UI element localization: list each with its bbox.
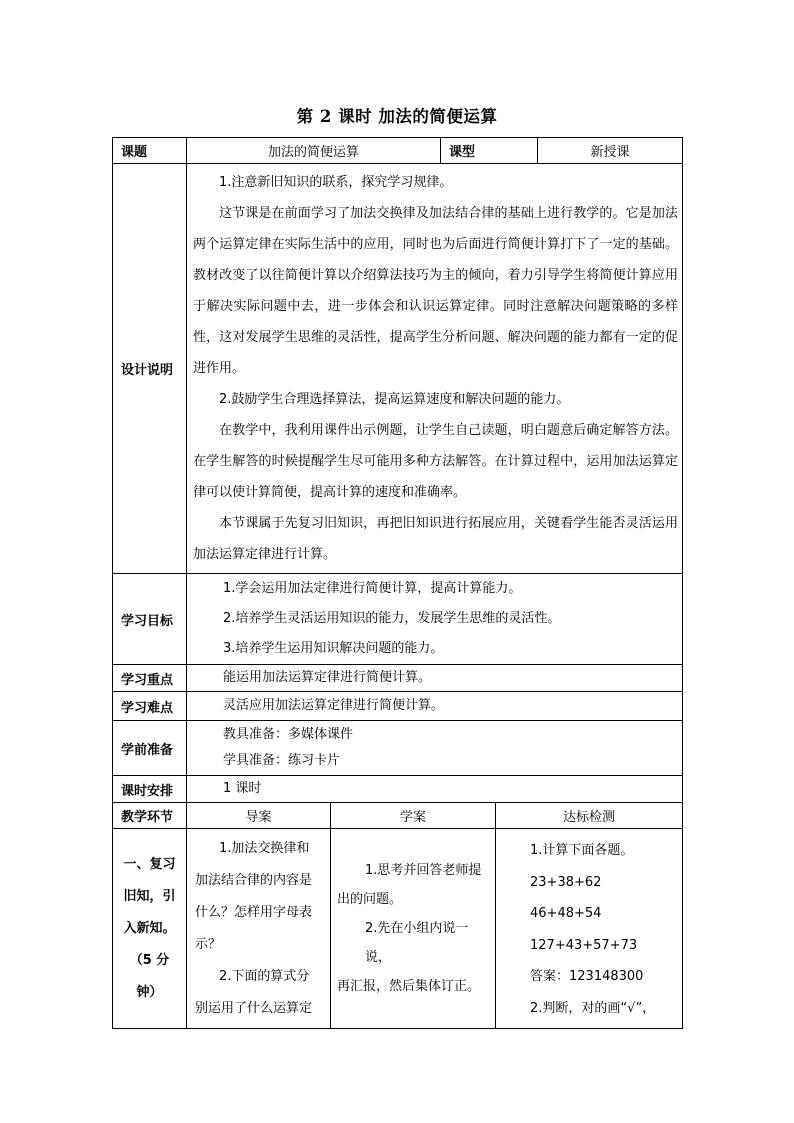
check-line: 2.判断，对的画“√”， (530, 1000, 656, 1016)
type-label: 课型 (441, 138, 538, 164)
stage-line: 入新知。 (123, 920, 176, 936)
design-paragraph-1: 1.注意新旧知识的联系，探究学习规律。 (219, 175, 453, 190)
difficulty-content (187, 692, 683, 721)
key-point-row (113, 665, 683, 692)
header-row (113, 138, 683, 164)
design-content (187, 164, 683, 574)
col-guide-header: 导案 (187, 803, 331, 829)
topic-label: 课题 (113, 138, 187, 164)
check-line: 46+48+54 (530, 906, 602, 921)
guide-cell (187, 829, 331, 1029)
prep-line: 教具准备：多媒体课件 (223, 727, 354, 742)
stage-line: 旧知，引 (123, 888, 176, 904)
schedule-label: 课时安排 (113, 776, 187, 803)
stage-cell (113, 829, 187, 1029)
key-point-value: 能运用加法运算定律进行简便计算。 (223, 670, 432, 685)
goal-item: 1.学会运用加法定律进行简便计算，提高计算能力。 (223, 581, 522, 596)
lesson-plan-table (112, 137, 683, 1029)
column-header-row (113, 803, 683, 829)
guide-line: 示？ (195, 936, 222, 952)
difficulty-value: 灵活应用加法运算定律进行简便计算。 (223, 698, 445, 713)
prep-content (187, 721, 683, 776)
design-paragraph-5: 本节课属于先复习旧知识，再把旧知识进行拓展应用，关键看学生能否灵活运用加法运算定律进行计算。 (193, 516, 679, 562)
design-paragraph-4: 在教学中，我利用课件出示例题，让学生自己读题，明白题意后确定解答方法。在学生解答的时候提醒学生尽可能用多种方法解答。在计算过程中，运用加法运算定律可以使计算简便，提高计算的速度和准确率。 (193, 423, 679, 500)
guide-line: 加法结合律的内容是 (195, 872, 313, 888)
study-line: 出的问题。 (337, 892, 403, 907)
goals-row (113, 574, 683, 665)
goal-item: 3.培养学生运用知识解决问题的能力。 (223, 641, 444, 656)
guide-line: 别运用了什么运算定 (195, 1000, 313, 1016)
col-study-header: 学案 (331, 803, 496, 829)
stage-row-1 (113, 829, 683, 1029)
schedule-value: 1 课时 (223, 781, 262, 796)
design-label: 设计说明 (113, 164, 187, 574)
key-point-content (187, 665, 683, 692)
schedule-row (113, 776, 683, 803)
check-line: 127+43+57+73 (530, 937, 638, 953)
check-line: 答案：123148300 (530, 969, 644, 984)
key-point-label: 学习重点 (113, 665, 187, 692)
check-cell (496, 829, 683, 1029)
stage-line: （5 分钟） (129, 952, 170, 1000)
schedule-content (187, 776, 683, 803)
prep-row (113, 721, 683, 776)
goal-item: 2.培养学生灵活运用知识的能力，发展学生思维的灵活性。 (223, 611, 561, 626)
col-stage-header: 教学环节 (113, 803, 187, 829)
stage-line: 一、复习 (123, 856, 176, 872)
prep-line: 学具准备：练习卡片 (223, 753, 341, 768)
guide-line: 什么？怎样用字母表 (195, 904, 313, 920)
guide-line: 2.下面的算式分 (219, 968, 310, 984)
check-line: 1.计算下面各题。 (530, 843, 634, 858)
difficulty-label: 学习难点 (113, 692, 187, 721)
design-paragraph-2: 这节课是在前面学习了加法交换律及加法结合律的基础上进行教学的。它是加法两个运算定律在实际生活中的应用，同时也为后面进行简便计算打下了一定的基础。教材改变了以往简便计算以介绍算法技巧为主的倾向，着力引导学生将简便计算应用于解决实际问题中去，进一步体会和认识运算定律。同时注意解决问题策略的多样性，这对发展学生思维的灵活性，提高学生分析问题、解决问题的能力都有一定的促进作用。 (193, 206, 679, 376)
prep-label: 学前准备 (113, 721, 187, 776)
col-check-header: 达标检测 (496, 803, 683, 829)
study-line: 2.先在小组内说一说， (365, 921, 469, 965)
type-value: 新授课 (538, 138, 683, 164)
design-paragraph-3: 2.鼓励学生合理选择算法，提高运算速度和解决问题的能力。 (219, 392, 570, 407)
difficulty-row (113, 692, 683, 721)
study-line: 再汇报，然后集体订正。 (337, 979, 481, 994)
check-line: 23+38+62 (530, 874, 602, 890)
study-line: 1.思考并回答老师提 (365, 863, 482, 878)
guide-line: 1.加法交换律和 (219, 840, 310, 856)
goals-label: 学习目标 (113, 574, 187, 665)
topic-value: 加法的简便运算 (187, 138, 441, 164)
page-title: 第 2 课时 加法的简便运算 (296, 107, 498, 126)
goals-content (187, 574, 683, 665)
design-row (113, 164, 683, 574)
study-cell (331, 829, 496, 1029)
